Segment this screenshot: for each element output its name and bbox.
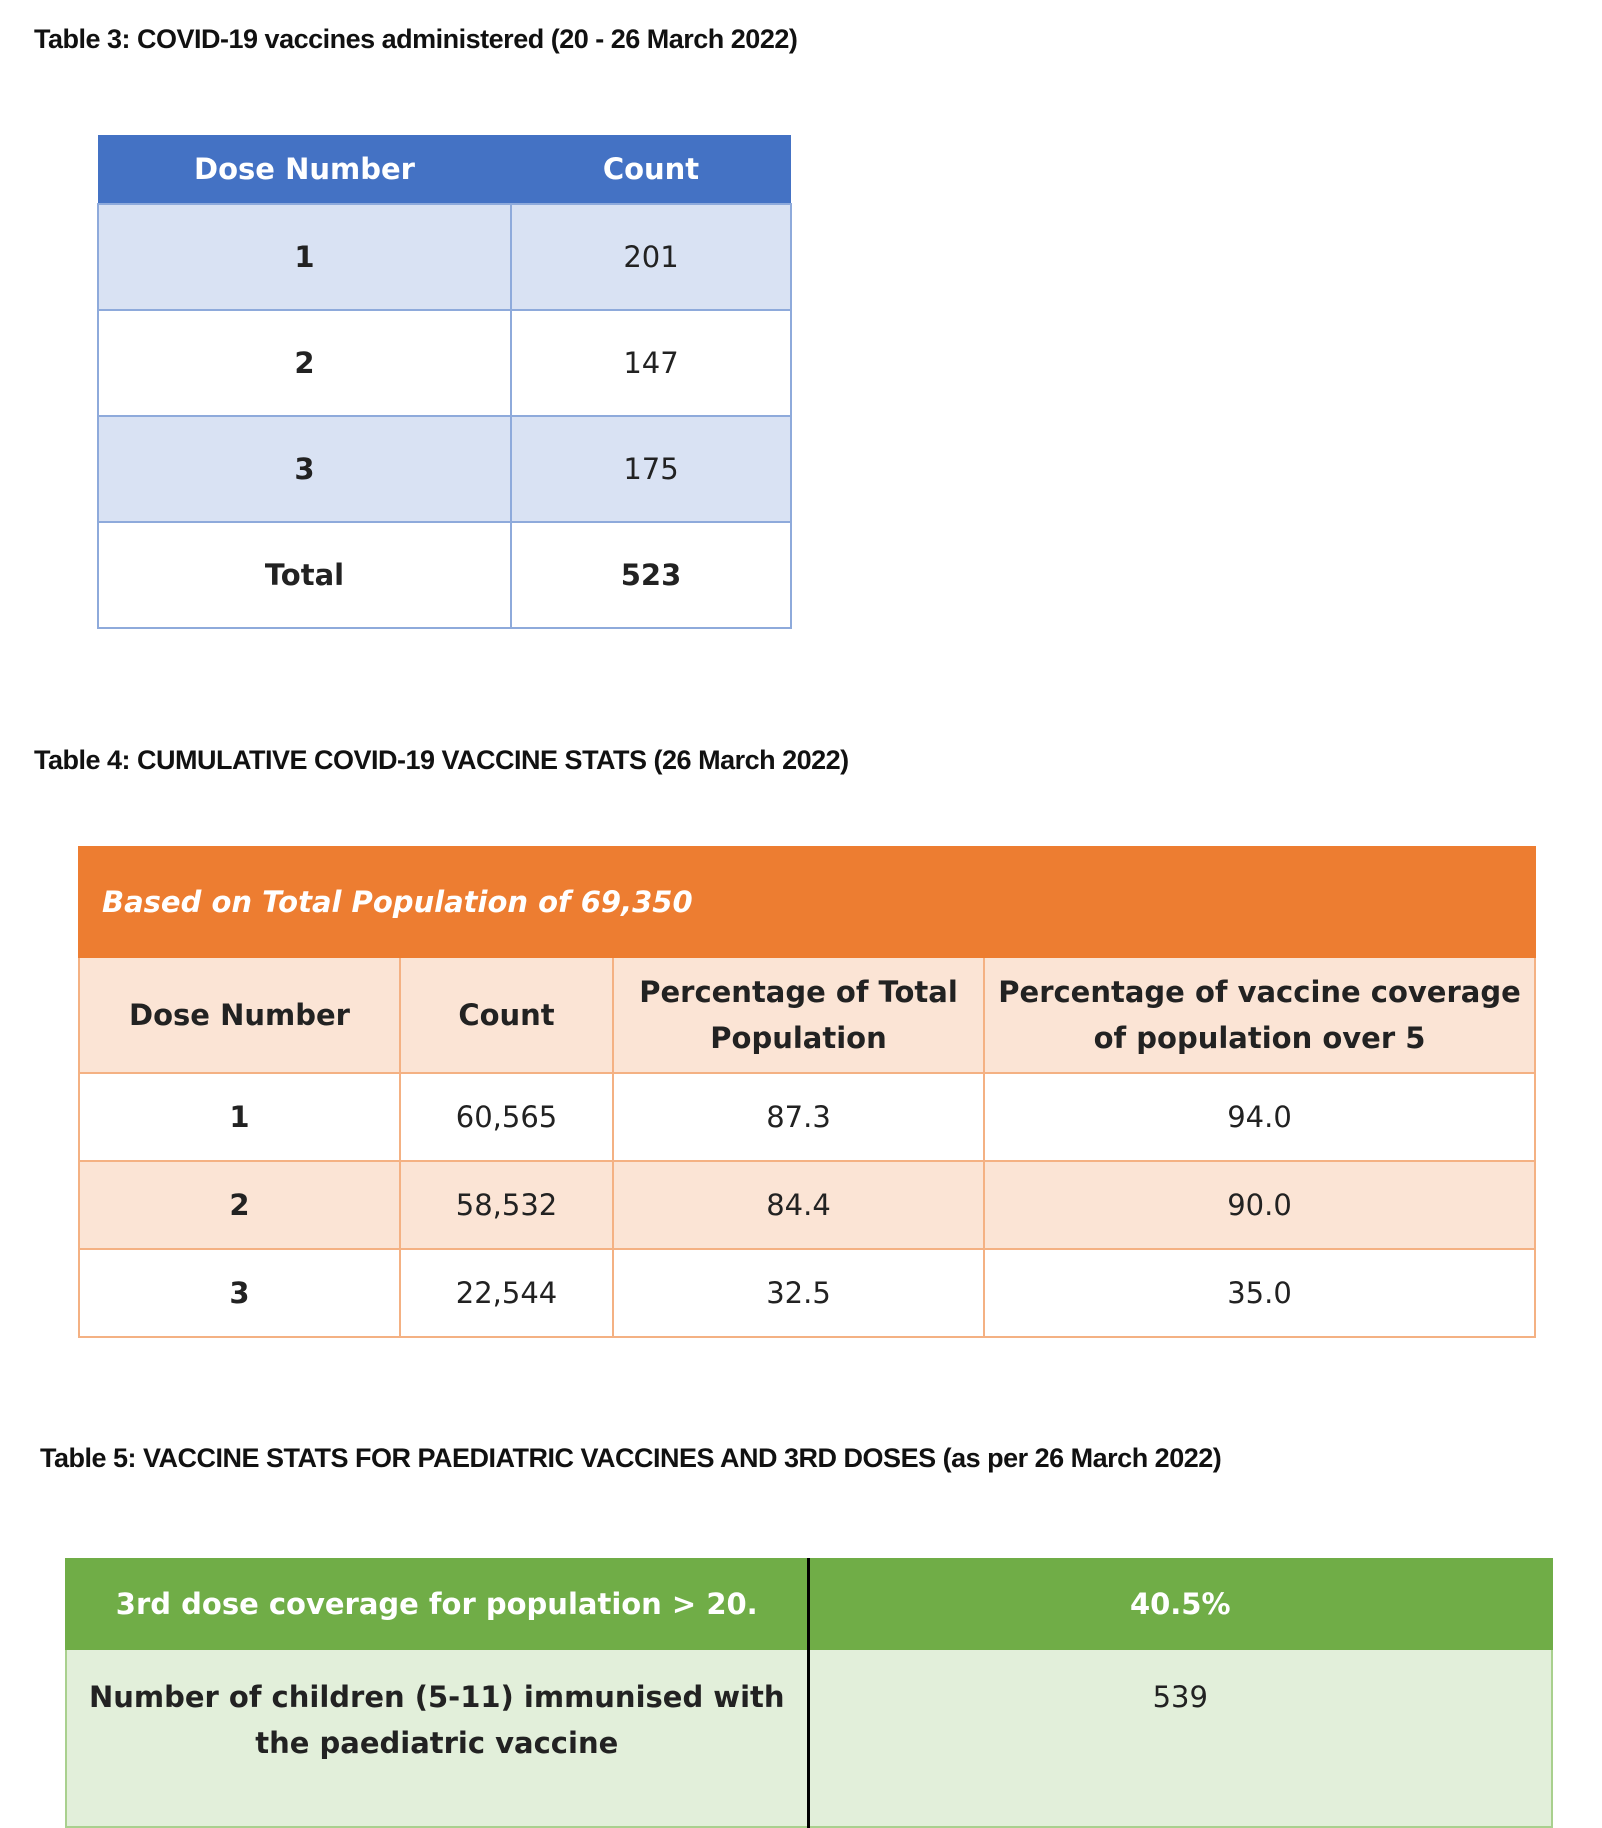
count-cell: 22,544 bbox=[400, 1249, 613, 1337]
table4-caption: Table 4: CUMULATIVE COVID-19 VACCINE STATS (26 March 2022) bbox=[34, 745, 849, 775]
table3-caption: Table 3: COVID-19 vaccines administered (20 - 26 March 2022) bbox=[34, 24, 798, 54]
pct-total-cell: 84.4 bbox=[613, 1161, 984, 1249]
count-cell: 147 bbox=[511, 310, 791, 416]
total-row bbox=[98, 522, 791, 628]
children-immunised-label: Number of children (5-11) immunised with the paediatric vaccine bbox=[66, 1649, 808, 1827]
table-row bbox=[66, 1649, 1552, 1827]
column-header-dose-number: Dose Number bbox=[79, 957, 400, 1073]
pct-over5-cell: 90.0 bbox=[984, 1161, 1535, 1249]
column-header-count: Count bbox=[400, 957, 613, 1073]
table-row bbox=[98, 310, 791, 416]
count-cell: 60,565 bbox=[400, 1073, 613, 1161]
count-cell: 58,532 bbox=[400, 1161, 613, 1249]
dose-cell: 3 bbox=[98, 416, 511, 522]
column-header-dose-number: Dose Number bbox=[98, 135, 511, 204]
pct-over5-cell: 94.0 bbox=[984, 1073, 1535, 1161]
total-label: Total bbox=[98, 522, 511, 628]
dose-cell: 1 bbox=[98, 204, 511, 310]
total-count: 523 bbox=[511, 522, 791, 628]
column-header-pct-total: Percentage of Total Population bbox=[613, 957, 984, 1073]
column-header-pct-over5: Percentage of vaccine coverage of population over 5 bbox=[984, 957, 1535, 1073]
dose-cell: 2 bbox=[79, 1161, 400, 1249]
count-cell: 201 bbox=[511, 204, 791, 310]
table-row bbox=[66, 1559, 1552, 1649]
table-row bbox=[79, 1073, 1535, 1161]
table-row bbox=[98, 416, 791, 522]
pct-total-cell: 32.5 bbox=[613, 1249, 984, 1337]
table5-paediatric-3rd-dose bbox=[65, 1558, 1553, 1828]
table5-caption: Table 5: VACCINE STATS FOR PAEDIATRIC VACCINES AND 3RD DOSES (as per 26 March 2022) bbox=[40, 1443, 1222, 1473]
third-dose-value: 40.5% bbox=[808, 1559, 1552, 1649]
table-header-row bbox=[79, 957, 1535, 1073]
table-row bbox=[98, 204, 791, 310]
dose-cell: 1 bbox=[79, 1073, 400, 1161]
table4-cumulative-stats bbox=[78, 846, 1536, 1338]
column-header-count: Count bbox=[511, 135, 791, 204]
population-banner: Based on Total Population of 69,350 bbox=[79, 847, 1535, 957]
population-banner-row bbox=[79, 847, 1535, 957]
count-cell: 175 bbox=[511, 416, 791, 522]
table-header-row bbox=[98, 135, 791, 204]
third-dose-label: 3rd dose coverage for population > 20. bbox=[66, 1559, 808, 1649]
pct-total-cell: 87.3 bbox=[613, 1073, 984, 1161]
table3-doses-week bbox=[97, 135, 792, 629]
table-row bbox=[79, 1161, 1535, 1249]
pct-over5-cell: 35.0 bbox=[984, 1249, 1535, 1337]
children-immunised-value: 539 bbox=[808, 1649, 1552, 1827]
dose-cell: 2 bbox=[98, 310, 511, 416]
table-row bbox=[79, 1249, 1535, 1337]
dose-cell: 3 bbox=[79, 1249, 400, 1337]
